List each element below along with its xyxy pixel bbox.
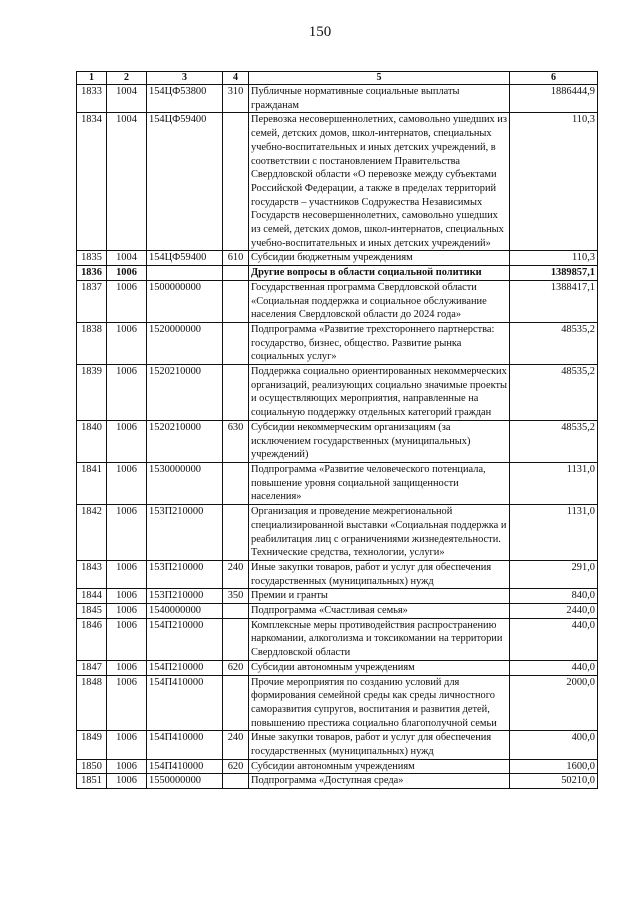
table-row — [77, 113, 598, 251]
expense-type — [223, 675, 249, 731]
amount: 110,3 — [510, 113, 598, 251]
target-code: 153П210000 — [147, 505, 223, 561]
table-row — [77, 675, 598, 731]
table-row — [77, 759, 598, 774]
section-code: 1006 — [107, 774, 147, 789]
section-code: 1006 — [107, 280, 147, 322]
section-code: 1004 — [107, 113, 147, 251]
section-code: 1004 — [107, 251, 147, 266]
target-code: 153П210000 — [147, 560, 223, 588]
column-header: 6 — [510, 72, 598, 85]
table-row — [77, 589, 598, 604]
item-name: Иные закупки товаров, работ и услуг для обеспечения государственных (муниципальных) нужд — [249, 560, 510, 588]
row-number: 1847 — [77, 660, 107, 675]
item-name: Субсидии бюджетным учреждениям — [249, 251, 510, 266]
section-code: 1006 — [107, 731, 147, 759]
target-code: 154П410000 — [147, 675, 223, 731]
expense-type: 630 — [223, 420, 249, 462]
target-code: 1540000000 — [147, 604, 223, 619]
section-code: 1006 — [107, 462, 147, 504]
item-name: Комплексные меры противодействия распространению наркомании, алкоголизма и токсикомании на территории Свердловской области — [249, 618, 510, 660]
table-row — [77, 322, 598, 364]
target-code: 154ЦФ53800 — [147, 85, 223, 113]
row-number: 1840 — [77, 420, 107, 462]
amount: 1388417,1 — [510, 280, 598, 322]
section-code: 1006 — [107, 759, 147, 774]
section-code: 1006 — [107, 618, 147, 660]
target-code: 1530000000 — [147, 462, 223, 504]
item-name: Публичные нормативные социальные выплаты гражданам — [249, 85, 510, 113]
expense-type: 240 — [223, 731, 249, 759]
item-name: Прочие мероприятия по созданию условий для формирования семейной среды как среды личностного саморазвития супругов, воспитания и развития детей, повышению престижа социально благополучной семьи — [249, 675, 510, 731]
expense-type: 620 — [223, 660, 249, 675]
table-row — [77, 505, 598, 561]
item-name: Поддержка социально ориентированных некоммерческих организаций, реализующих социально значимые проекты и осуществляющих мероприятия, направленные на социальную поддержку отдельных категорий граждан — [249, 365, 510, 421]
item-name: Иные закупки товаров, работ и услуг для обеспечения государственных (муниципальных) нужд — [249, 731, 510, 759]
amount: 48535,2 — [510, 322, 598, 364]
expense-type: 620 — [223, 759, 249, 774]
amount: 2000,0 — [510, 675, 598, 731]
row-number: 1851 — [77, 774, 107, 789]
table-row — [77, 774, 598, 789]
expense-type — [223, 462, 249, 504]
amount: 291,0 — [510, 560, 598, 588]
row-number: 1846 — [77, 618, 107, 660]
section-code: 1004 — [107, 85, 147, 113]
amount: 1600,0 — [510, 759, 598, 774]
item-name: Подпрограмма «Счастливая семья» — [249, 604, 510, 619]
amount: 440,0 — [510, 660, 598, 675]
section-code: 1006 — [107, 660, 147, 675]
amount: 1131,0 — [510, 462, 598, 504]
amount: 1886444,9 — [510, 85, 598, 113]
table-row — [77, 462, 598, 504]
page-number: 150 — [308, 24, 332, 40]
target-code: 153П210000 — [147, 589, 223, 604]
expense-type: 240 — [223, 560, 249, 588]
row-number: 1835 — [77, 251, 107, 266]
section-code: 1006 — [107, 365, 147, 421]
table-row — [77, 266, 598, 281]
target-code — [147, 266, 223, 281]
table-row — [77, 731, 598, 759]
column-header: 3 — [147, 72, 223, 85]
expense-type — [223, 365, 249, 421]
table-row — [77, 85, 598, 113]
row-number: 1837 — [77, 280, 107, 322]
row-number: 1839 — [77, 365, 107, 421]
item-name: Подпрограмма «Доступная среда» — [249, 774, 510, 789]
table-header-row — [77, 72, 598, 85]
row-number: 1850 — [77, 759, 107, 774]
row-number: 1834 — [77, 113, 107, 251]
row-number: 1833 — [77, 85, 107, 113]
section-code: 1006 — [107, 589, 147, 604]
target-code: 154ЦФ59400 — [147, 113, 223, 251]
amount: 840,0 — [510, 589, 598, 604]
expense-type — [223, 280, 249, 322]
expense-type — [223, 604, 249, 619]
amount: 1131,0 — [510, 505, 598, 561]
column-header: 2 — [107, 72, 147, 85]
table-row — [77, 660, 598, 675]
section-code: 1006 — [107, 675, 147, 731]
table-body — [77, 85, 598, 789]
target-code: 1550000000 — [147, 774, 223, 789]
amount: 1389857,1 — [510, 266, 598, 281]
amount: 110,3 — [510, 251, 598, 266]
row-number: 1836 — [77, 266, 107, 281]
item-name: Подпрограмма «Развитие трехстороннего партнерства: государство, бизнес, общество. Развитие рынка социальных услуг» — [249, 322, 510, 364]
item-name: Государственная программа Свердловской области «Социальная поддержка и социальное обслуживание населения Свердловской области до 2024 года» — [249, 280, 510, 322]
amount: 440,0 — [510, 618, 598, 660]
target-code: 1520210000 — [147, 420, 223, 462]
target-code: 154П210000 — [147, 618, 223, 660]
section-code: 1006 — [107, 266, 147, 281]
section-code: 1006 — [107, 604, 147, 619]
target-code: 1520000000 — [147, 322, 223, 364]
row-number: 1848 — [77, 675, 107, 731]
item-name: Субсидии некоммерческим организациям (за исключением государственных (муниципальных) учреждений) — [249, 420, 510, 462]
row-number: 1845 — [77, 604, 107, 619]
target-code: 1500000000 — [147, 280, 223, 322]
amount: 48535,2 — [510, 420, 598, 462]
table-row — [77, 604, 598, 619]
amount: 2440,0 — [510, 604, 598, 619]
row-number: 1844 — [77, 589, 107, 604]
section-code: 1006 — [107, 322, 147, 364]
table-row — [77, 280, 598, 322]
expense-type: 610 — [223, 251, 249, 266]
item-name: Перевозка несовершеннолетних, самовольно ушедших из семей, детских домов, школ-интернатов, специальных учебно-воспитательных и иных детских учреждений, в соответствии с постановлением Правительства Свердловской области «О перевозке между субъектами Российской Федерации, а также в пределах территорий государств – участников Содружества Независимых Государств несовершеннолетних, самовольно ушедших из семей, детских домов, школ-интернатов, специальных учебно-воспитательных и иных детских учреждений» — [249, 113, 510, 251]
expense-type — [223, 266, 249, 281]
item-name: Субсидии автономным учреждениям — [249, 759, 510, 774]
target-code: 154П210000 — [147, 660, 223, 675]
table-row — [77, 560, 598, 588]
item-name: Премии и гранты — [249, 589, 510, 604]
section-code: 1006 — [107, 505, 147, 561]
table-row — [77, 420, 598, 462]
item-name: Организация и проведение межрегиональной специализированной выставки «Социальная поддержка и реабилитация лиц с ограничениями жизнедеятельности. Технические средства, технологии, услуги» — [249, 505, 510, 561]
target-code: 154П410000 — [147, 731, 223, 759]
expense-type — [223, 113, 249, 251]
expense-type: 350 — [223, 589, 249, 604]
row-number: 1842 — [77, 505, 107, 561]
target-code: 1520210000 — [147, 365, 223, 421]
row-number: 1843 — [77, 560, 107, 588]
section-code: 1006 — [107, 560, 147, 588]
expense-type — [223, 505, 249, 561]
column-header: 4 — [223, 72, 249, 85]
table-row — [77, 251, 598, 266]
amount: 50210,0 — [510, 774, 598, 789]
row-number: 1841 — [77, 462, 107, 504]
amount: 400,0 — [510, 731, 598, 759]
item-name: Субсидии автономным учреждениям — [249, 660, 510, 675]
expense-type: 310 — [223, 85, 249, 113]
row-number: 1838 — [77, 322, 107, 364]
column-header: 1 — [77, 72, 107, 85]
section-code: 1006 — [107, 420, 147, 462]
table-row — [77, 365, 598, 421]
expense-type — [223, 322, 249, 364]
row-number: 1849 — [77, 731, 107, 759]
item-name: Подпрограмма «Развитие человеческого потенциала, повышение уровня социальной защищенности населения» — [249, 462, 510, 504]
target-code: 154П410000 — [147, 759, 223, 774]
target-code: 154ЦФ59400 — [147, 251, 223, 266]
item-name: Другие вопросы в области социальной политики — [249, 266, 510, 281]
column-header: 5 — [249, 72, 510, 85]
expense-type — [223, 618, 249, 660]
amount: 48535,2 — [510, 365, 598, 421]
table-row — [77, 618, 598, 660]
budget-table — [76, 71, 598, 789]
expense-type — [223, 774, 249, 789]
